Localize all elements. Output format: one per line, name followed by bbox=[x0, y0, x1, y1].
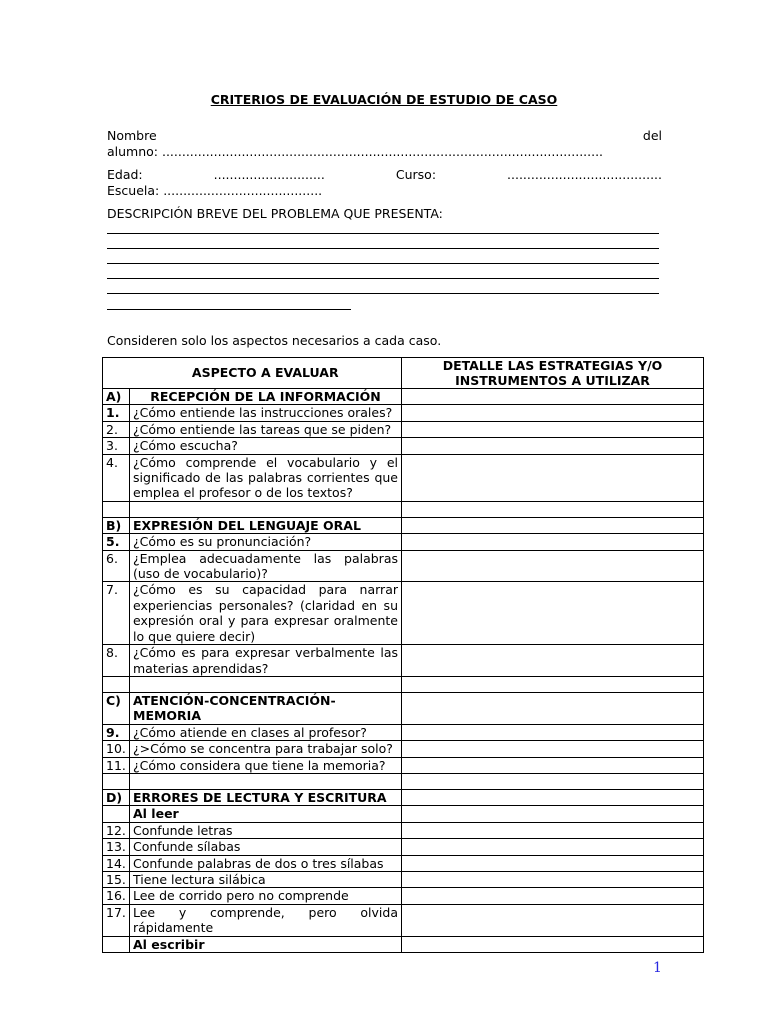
table-row bbox=[103, 550, 704, 582]
edad-label: Edad: bbox=[107, 167, 143, 182]
table-row bbox=[103, 904, 704, 936]
nombre-label: Nombre bbox=[107, 128, 157, 143]
alumno-field: alumno: ............................................................................................................... bbox=[107, 144, 604, 159]
detail-cell[interactable] bbox=[402, 501, 704, 517]
table-row bbox=[103, 757, 704, 773]
table-row bbox=[103, 888, 704, 904]
table-row bbox=[103, 534, 704, 550]
row-number: 11. bbox=[103, 757, 130, 773]
aspect-text: ¿Cómo considera que tiene la memoria? bbox=[130, 757, 402, 773]
row-number: 6. bbox=[103, 550, 130, 582]
table-row bbox=[103, 822, 704, 838]
detail-cell[interactable] bbox=[402, 534, 704, 550]
row-number bbox=[103, 773, 130, 789]
row-number: 13. bbox=[103, 839, 130, 855]
section-row bbox=[103, 692, 704, 724]
detail-cell[interactable] bbox=[402, 438, 704, 454]
row-number: 5. bbox=[103, 534, 130, 550]
aspect-text: Lee de corrido pero no comprende bbox=[130, 888, 402, 904]
table-row bbox=[103, 839, 704, 855]
aspect-text bbox=[130, 773, 402, 789]
table-header-row bbox=[103, 358, 704, 389]
row-number bbox=[103, 501, 130, 517]
section-title: ATENCIÓN-CONCENTRACIÓN-MEMORIA bbox=[130, 692, 402, 724]
subsection-title: Al escribir bbox=[130, 936, 402, 952]
detail-cell[interactable] bbox=[402, 839, 704, 855]
detail-cell[interactable] bbox=[402, 888, 704, 904]
subsection-title: Al leer bbox=[130, 806, 402, 822]
section-row bbox=[103, 517, 704, 533]
answer-rule bbox=[107, 233, 659, 234]
detail-cell[interactable] bbox=[402, 645, 704, 677]
spacer-row bbox=[103, 676, 704, 692]
aspect-text: ¿Cómo atiende en clases al profesor? bbox=[130, 724, 402, 740]
row-number: C) bbox=[103, 692, 130, 724]
header-aspecto: ASPECTO A EVALUAR bbox=[130, 358, 402, 389]
section-row bbox=[103, 389, 704, 405]
table-row bbox=[103, 724, 704, 740]
row-number: 4. bbox=[103, 454, 130, 501]
detail-cell[interactable] bbox=[402, 904, 704, 936]
section-title: ERRORES DE LECTURA Y ESCRITURA bbox=[130, 789, 402, 805]
table-row bbox=[103, 454, 704, 501]
descripcion-label: DESCRIPCIÓN BREVE DEL PROBLEMA QUE PRESENTA: bbox=[107, 206, 443, 221]
row-number: 9. bbox=[103, 724, 130, 740]
escuela-field: Escuela: ........................................ bbox=[107, 183, 323, 198]
aspect-text: ¿Cómo comprende el vocabulario y el significado de las palabras corrientes que emplea el profesor o de los textos? bbox=[130, 454, 402, 501]
table-row bbox=[103, 871, 704, 887]
edad-curso-line bbox=[107, 167, 662, 183]
row-number bbox=[103, 936, 130, 952]
row-number bbox=[103, 806, 130, 822]
header-detalle: DETALLE LAS ESTRATEGIAS Y/O INSTRUMENTOS A UTILIZAR bbox=[402, 358, 704, 389]
aspect-text: ¿Cómo es su capacidad para narrar experiencias personales? (claridad en su expresión oral y para expresar oralmente lo que quiere decir) bbox=[130, 582, 402, 645]
row-number: 2. bbox=[103, 421, 130, 437]
table-row bbox=[103, 582, 704, 645]
row-number: 17. bbox=[103, 904, 130, 936]
spacer-row bbox=[103, 501, 704, 517]
document-title: CRITERIOS DE EVALUACIÓN DE ESTUDIO DE CASO bbox=[210, 92, 558, 107]
spacer-row bbox=[103, 773, 704, 789]
edad-field: ............................ bbox=[213, 167, 325, 182]
aspect-text: ¿>Cómo se concentra para trabajar solo? bbox=[130, 741, 402, 757]
detail-cell[interactable] bbox=[402, 550, 704, 582]
row-number: 3. bbox=[103, 438, 130, 454]
detail-cell[interactable] bbox=[402, 724, 704, 740]
row-number: 14. bbox=[103, 855, 130, 871]
row-number: 8. bbox=[103, 645, 130, 677]
curso-field: ....................................... bbox=[507, 167, 662, 182]
answer-rule bbox=[107, 263, 659, 264]
nombre-line bbox=[107, 128, 662, 144]
row-number: 7. bbox=[103, 582, 130, 645]
table-row bbox=[103, 421, 704, 437]
aspect-text: Confunde palabras de dos o tres sílabas bbox=[130, 855, 402, 871]
row-number: A) bbox=[103, 389, 130, 405]
row-number bbox=[103, 676, 130, 692]
evaluation-table bbox=[102, 357, 704, 953]
detail-cell[interactable] bbox=[402, 517, 704, 533]
aspect-text: Lee y comprende, pero olvida rápidamente bbox=[130, 904, 402, 936]
answer-rule bbox=[107, 293, 659, 294]
aspect-text: ¿Cómo es para expresar verbalmente las materias aprendidas? bbox=[130, 645, 402, 677]
table-row bbox=[103, 438, 704, 454]
aspect-text: Confunde letras bbox=[130, 822, 402, 838]
table-row bbox=[103, 741, 704, 757]
aspect-text: ¿Cómo entiende las tareas que se piden? bbox=[130, 421, 402, 437]
detail-cell[interactable] bbox=[402, 389, 704, 405]
detail-cell[interactable] bbox=[402, 454, 704, 501]
aspect-text: ¿Emplea adecuadamente las palabras (uso de vocabulario)? bbox=[130, 550, 402, 582]
detail-cell[interactable] bbox=[402, 421, 704, 437]
detail-cell[interactable] bbox=[402, 806, 704, 822]
detail-cell[interactable] bbox=[402, 855, 704, 871]
detail-cell[interactable] bbox=[402, 789, 704, 805]
row-number: D) bbox=[103, 789, 130, 805]
answer-rule bbox=[107, 248, 659, 249]
aspect-text bbox=[130, 676, 402, 692]
detail-cell[interactable] bbox=[402, 936, 704, 952]
row-number: B) bbox=[103, 517, 130, 533]
subsection-row bbox=[103, 806, 704, 822]
del-label: del bbox=[642, 128, 662, 143]
curso-label: Curso: bbox=[395, 167, 437, 182]
detail-cell[interactable] bbox=[402, 871, 704, 887]
instruction-text: Consideren solo los aspectos necesarios a cada caso. bbox=[107, 333, 442, 348]
answer-rule bbox=[107, 309, 351, 310]
detail-cell[interactable] bbox=[402, 741, 704, 757]
aspect-text: ¿Cómo es su pronunciación? bbox=[130, 534, 402, 550]
aspect-text: Confunde sílabas bbox=[130, 839, 402, 855]
row-number: 16. bbox=[103, 888, 130, 904]
section-title: EXPRESIÓN DEL LENGUAJE ORAL bbox=[130, 517, 402, 533]
answer-rule bbox=[107, 278, 659, 279]
detail-cell[interactable] bbox=[402, 582, 704, 645]
detail-cell[interactable] bbox=[402, 692, 704, 724]
aspect-text: ¿Cómo escucha? bbox=[130, 438, 402, 454]
section-title: RECEPCIÓN DE LA INFORMACIÓN bbox=[130, 389, 402, 405]
table-row bbox=[103, 405, 704, 421]
detail-cell[interactable] bbox=[402, 822, 704, 838]
detail-cell[interactable] bbox=[402, 405, 704, 421]
table-row bbox=[103, 645, 704, 677]
row-number: 15. bbox=[103, 871, 130, 887]
row-number: 1. bbox=[103, 405, 130, 421]
detail-cell[interactable] bbox=[402, 773, 704, 789]
aspect-text: Tiene lectura silábica bbox=[130, 871, 402, 887]
table-row bbox=[103, 855, 704, 871]
page-number: 1 bbox=[653, 960, 662, 976]
aspect-text: ¿Cómo entiende las instrucciones orales? bbox=[130, 405, 402, 421]
detail-cell[interactable] bbox=[402, 676, 704, 692]
subsection-row bbox=[103, 936, 704, 952]
row-number: 12. bbox=[103, 822, 130, 838]
section-row bbox=[103, 789, 704, 805]
detail-cell[interactable] bbox=[402, 757, 704, 773]
row-number: 10. bbox=[103, 741, 130, 757]
aspect-text bbox=[130, 501, 402, 517]
